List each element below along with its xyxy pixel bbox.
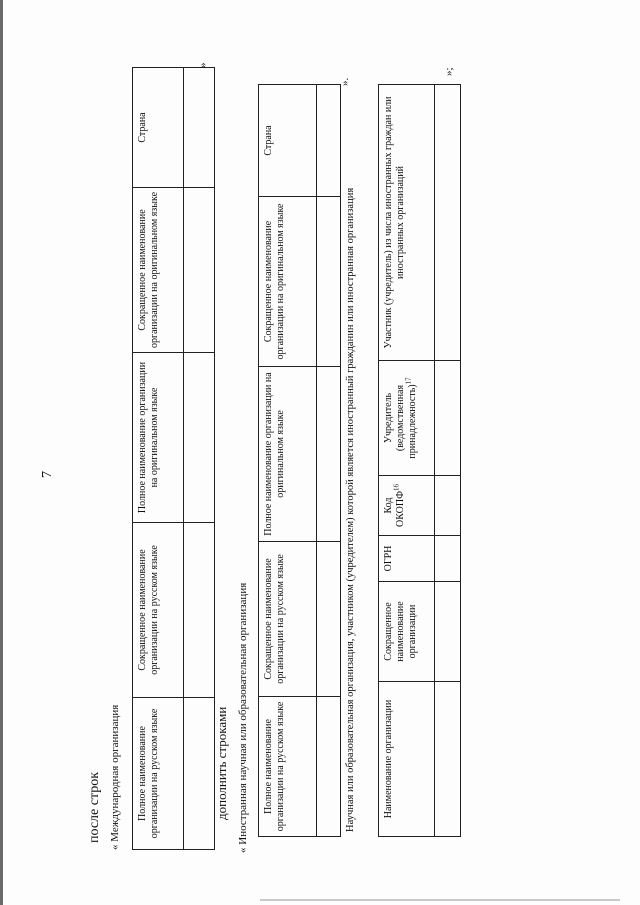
t3-header-founder — [379, 361, 435, 476]
t3-cell — [435, 361, 461, 476]
page-number: 7 — [40, 471, 55, 478]
t3-header-okopf — [379, 476, 435, 536]
t1-cell — [184, 698, 215, 850]
t2-cell — [317, 697, 341, 837]
intl-org-label: « Международная организация — [109, 704, 121, 850]
table-participant — [378, 84, 461, 837]
t1-header-short-ru: Сокращенное наименование организации на русском языке — [133, 523, 184, 698]
after-rows-text: после строк — [87, 771, 102, 843]
t3-cell — [435, 582, 461, 682]
close-quote-1-box — [198, 56, 210, 68]
t3-cell — [435, 476, 461, 536]
t1-header-short-orig: Сокращенное наименование организации на оригинальном языке — [133, 188, 184, 353]
footnote-16: 16 — [392, 484, 401, 491]
t2-header-full-ru: Полное наименование организации на русском языке — [259, 697, 317, 837]
t1-cell — [184, 68, 215, 188]
foreign-org-label: « Иностранная научная или образовательная организация — [237, 582, 249, 853]
close-quote-3: »; — [443, 67, 455, 76]
t1-header-country: Страна — [133, 68, 184, 188]
t2-cell — [317, 197, 341, 367]
t1-header-full-ru: Полное наименование организации на русском языке — [133, 698, 184, 850]
t2-cell — [317, 542, 341, 697]
table-intl-org-box — [132, 68, 214, 850]
t3-cell — [435, 682, 461, 837]
t2-cell — [317, 367, 341, 542]
t3-cell — [435, 536, 461, 582]
t1-header-full-orig: Полное наименование организации на оригинальном языке — [133, 353, 184, 523]
participant-sentence: Научная или образовательная организация, участником (учредителем) которой является иностранный гражданин или иностранная организация — [345, 187, 356, 832]
foreign-org-label-box — [238, 548, 254, 853]
add-rows-text: дополнить строками — [214, 706, 229, 820]
t3-header-foreign-participant: Участник (учредитель) из числа иностранных граждан или иностранных организаций — [379, 85, 435, 361]
t1-cell — [184, 188, 215, 353]
page-number-box — [38, 462, 56, 480]
t1-cell — [184, 523, 215, 698]
add-rows-box — [215, 680, 233, 820]
t2-header-short-orig: Сокращенное наименование организации на оригинальном языке — [259, 197, 317, 367]
table-intl-org — [132, 67, 215, 850]
table-foreign-org — [258, 84, 341, 837]
close-quote-3-box — [444, 62, 458, 76]
t3-header-ogrn: ОГРН — [379, 536, 435, 582]
t2-header-short-ru: Сокращенное наименование организации на русском языке — [259, 542, 317, 697]
scan-edge-shadow — [0, 0, 3, 905]
after-rows-box — [88, 733, 108, 843]
t2-cell — [317, 85, 341, 197]
close-quote-1: » — [197, 62, 209, 68]
scan-bottom-mark — [260, 899, 620, 901]
t1-cell — [184, 353, 215, 523]
intl-org-label-box — [110, 690, 126, 850]
t2-header-full-orig: Полное наименование организации на оригинальном языке — [259, 367, 317, 542]
t2-header-country: Страна — [259, 85, 317, 197]
t3-header-short-name: Сокращенное наименование организации — [379, 582, 435, 682]
table-foreign-org-box — [258, 85, 340, 837]
t3-header-founder-text: Учредитель (ведомственная принадлежность) — [383, 384, 418, 459]
t3-header-okopf-text: Код ОКОПФ — [383, 491, 406, 527]
t3-cell — [435, 85, 461, 361]
close-quote-2-box — [340, 72, 354, 86]
t3-header-name: Наименование организации — [379, 682, 435, 837]
close-quote-2: ». — [339, 77, 351, 86]
participant-sentence-box — [346, 160, 362, 832]
footnote-17: 17 — [404, 377, 413, 385]
table-participant-box — [378, 85, 460, 837]
